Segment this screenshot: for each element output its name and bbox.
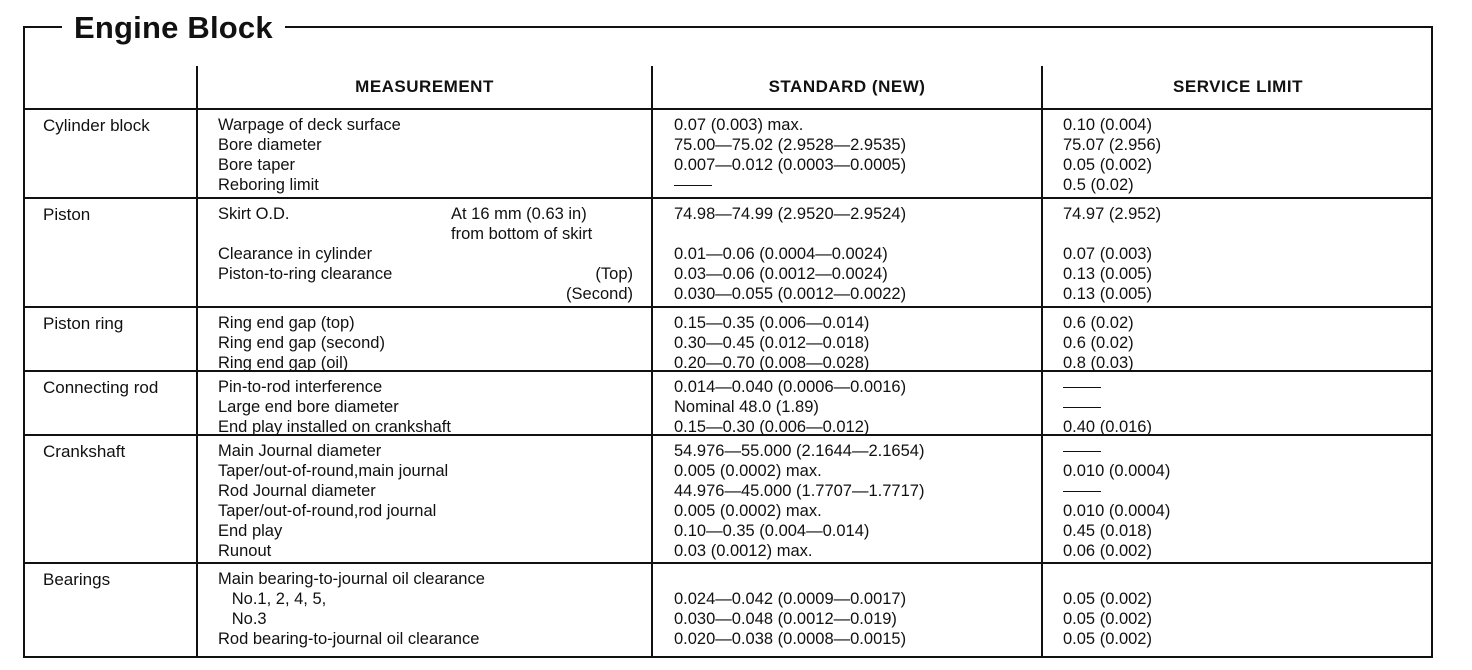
dash-mark (1063, 387, 1101, 388)
standard-cell-line: 0.07 (0.003) max. (674, 116, 804, 134)
standard-cell-line: 0.005 (0.0002) max. (674, 462, 822, 480)
measurement-cell-line: Rod Journal diameter (218, 482, 376, 500)
measurement-cell (218, 441, 638, 561)
ring-position (533, 264, 633, 304)
standard-cell-line: 0.024—0.042 (0.0009—0.0017) (674, 590, 907, 608)
table-row (23, 108, 1433, 197)
measurement-cell-line: Bore taper (218, 156, 296, 174)
row-category: Crankshaft (43, 442, 126, 461)
header-service-limit: SERVICE LIMIT (1173, 77, 1303, 96)
dash-mark (1063, 491, 1101, 492)
standard-cell (674, 569, 1034, 649)
measurement-cell (218, 115, 638, 195)
standard-cell-line: 0.020—0.038 (0.0008—0.0015) (674, 630, 907, 648)
service-limit-cell-line: 0.10 (0.004) (1063, 116, 1152, 134)
standard-cell-line: 75.00—75.02 (2.9528—2.9535) (674, 136, 907, 154)
measurement-cell-line: Bore diameter (218, 136, 322, 154)
standard-cell (674, 115, 1034, 195)
standard-cell (674, 377, 1034, 437)
measurement-cell-line: Clearance in cylinder (218, 245, 373, 263)
standard-cell-line: 0.30—0.45 (0.012—0.018) (674, 334, 870, 352)
service-limit-cell (1063, 204, 1423, 304)
measurement-cell-line: Ring end gap (top) (218, 314, 355, 332)
standard-cell-line: 0.20—0.70 (0.008—0.028) (674, 354, 870, 372)
measurement-cell-line: Main Journal diameter (218, 442, 382, 460)
row-category: Cylinder block (43, 116, 150, 135)
standard-cell-line: 0.014—0.040 (0.0006—0.0016) (674, 378, 907, 396)
measurement-cell-line: No.1, 2, 4, 5, (218, 590, 327, 608)
measurement-cell (218, 569, 638, 649)
service-limit-cell (1063, 313, 1423, 373)
measurement-cell-line: Skirt O.D. (218, 205, 290, 223)
standard-cell-line (674, 224, 1034, 244)
standard-cell-line: 0.03 (0.0012) max. (674, 542, 813, 560)
measurement-cell-line: Runout (218, 542, 272, 560)
service-limit-cell-line: 0.6 (0.02) (1063, 314, 1134, 332)
service-limit-cell-line: 0.05 (0.002) (1063, 630, 1152, 648)
service-limit-cell-line: 0.05 (0.002) (1063, 610, 1152, 628)
measurement-cell-line: No.3 (218, 610, 267, 628)
measurement-cell-line: Warpage of deck surface (218, 116, 401, 134)
table-row (23, 197, 1433, 306)
table-row (23, 434, 1433, 562)
service-limit-cell (1063, 377, 1423, 437)
header-measurement: MEASUREMENT (355, 77, 494, 96)
standard-cell-line: 0.005 (0.0002) max. (674, 502, 822, 520)
row-category: Piston (43, 205, 91, 224)
skirt-note (451, 204, 592, 244)
measurement-cell-line: Ring end gap (oil) (218, 354, 349, 372)
service-limit-cell-line: 0.40 (0.016) (1063, 418, 1152, 436)
measurement-cell-line: Piston-to-ring clearance (218, 265, 393, 283)
standard-cell (674, 441, 1034, 561)
dash-mark (1063, 451, 1101, 452)
measurement-cell-line: Main bearing-to-journal oil clearance (218, 570, 485, 588)
standard-cell-line: 0.01—0.06 (0.0004—0.0024) (674, 245, 888, 263)
measurement-cell (218, 313, 638, 373)
service-limit-cell-line: 0.8 (0.03) (1063, 354, 1134, 372)
service-limit-cell (1063, 441, 1423, 561)
measurement-cell-line: Taper/out-of-round,main journal (218, 462, 449, 480)
table-row (23, 562, 1433, 658)
row-category: Bearings (43, 570, 111, 589)
service-limit-cell-line (1063, 224, 1423, 244)
ring-position-line: (Top) (595, 265, 633, 283)
service-limit-cell-line: 0.05 (0.002) (1063, 156, 1152, 174)
measurement-cell-line: Ring end gap (second) (218, 334, 385, 352)
service-limit-cell (1063, 569, 1423, 649)
standard-cell-line: 0.15—0.35 (0.006—0.014) (674, 314, 870, 332)
row-category: Piston ring (43, 314, 124, 333)
service-limit-cell-line: 0.13 (0.005) (1063, 265, 1152, 283)
service-limit-cell-line: 75.07 (2.956) (1063, 136, 1162, 154)
header-standard: STANDARD (NEW) (768, 77, 926, 96)
standard-cell-line: 74.98—74.99 (2.9520—2.9524) (674, 205, 907, 223)
standard-cell-line (674, 175, 1034, 195)
service-limit-cell-line (1063, 441, 1423, 461)
measurement-cell-line: Rod bearing-to-journal oil clearance (218, 630, 480, 648)
standard-cell-line: 0.030—0.048 (0.0012—0.019) (674, 610, 897, 628)
service-limit-cell-line (1063, 397, 1423, 417)
standard-cell-line: 0.030—0.055 (0.0012—0.0022) (674, 285, 907, 303)
standard-cell-line: 0.03—0.06 (0.0012—0.0024) (674, 265, 888, 283)
table-row (23, 306, 1433, 370)
service-limit-cell-line (1063, 481, 1423, 501)
standard-cell (674, 204, 1034, 304)
measurement-cell-line: Taper/out-of-round,rod journal (218, 502, 437, 520)
table-row (23, 370, 1433, 434)
service-limit-cell-line: 0.06 (0.002) (1063, 542, 1152, 560)
measurement-cell-line: End play installed on crankshaft (218, 418, 451, 436)
page-title: Engine Block (62, 10, 285, 46)
service-limit-cell-line: 0.010 (0.0004) (1063, 502, 1171, 520)
service-limit-cell-line (1063, 377, 1423, 397)
service-limit-cell-line: 0.07 (0.003) (1063, 245, 1152, 263)
skirt-note-line: from bottom of skirt (451, 225, 593, 243)
standard-cell-line: 44.976—45.000 (1.7707—1.7717) (674, 482, 925, 500)
measurement-cell (218, 377, 638, 437)
dash-mark (1063, 407, 1101, 408)
service-limit-cell-line: 0.13 (0.005) (1063, 285, 1152, 303)
service-limit-cell-line: 0.010 (0.0004) (1063, 462, 1171, 480)
service-limit-cell-line: 0.05 (0.002) (1063, 590, 1152, 608)
standard-cell-line: 54.976—55.000 (2.1644—2.1654) (674, 442, 925, 460)
standard-cell-line: Nominal 48.0 (1.89) (674, 398, 819, 416)
standard-cell-line: 0.007—0.012 (0.0003—0.0005) (674, 156, 907, 174)
standard-cell-line: 0.15—0.30 (0.006—0.012) (674, 418, 870, 436)
dash-mark (674, 185, 712, 186)
measurement-cell-line: End play (218, 522, 283, 540)
row-category: Connecting rod (43, 378, 159, 397)
measurement-cell-line: Large end bore diameter (218, 398, 399, 416)
service-limit-cell-line: 0.45 (0.018) (1063, 522, 1152, 540)
standard-cell-line (674, 569, 1034, 589)
service-limit-cell-line: 0.6 (0.02) (1063, 334, 1134, 352)
measurement-cell-line: Pin-to-rod interference (218, 378, 383, 396)
skirt-note-line: At 16 mm (0.63 in) (451, 205, 587, 223)
standard-cell (674, 313, 1034, 373)
service-limit-cell-line: 0.5 (0.02) (1063, 176, 1134, 194)
standard-cell-line: 0.10—0.35 (0.004—0.014) (674, 522, 870, 540)
service-limit-cell-line: 74.97 (2.952) (1063, 205, 1162, 223)
measurement-cell-line: Reboring limit (218, 176, 319, 194)
service-limit-cell (1063, 115, 1423, 195)
ring-position-line: (Second) (566, 285, 633, 303)
service-limit-cell-line (1063, 569, 1423, 589)
